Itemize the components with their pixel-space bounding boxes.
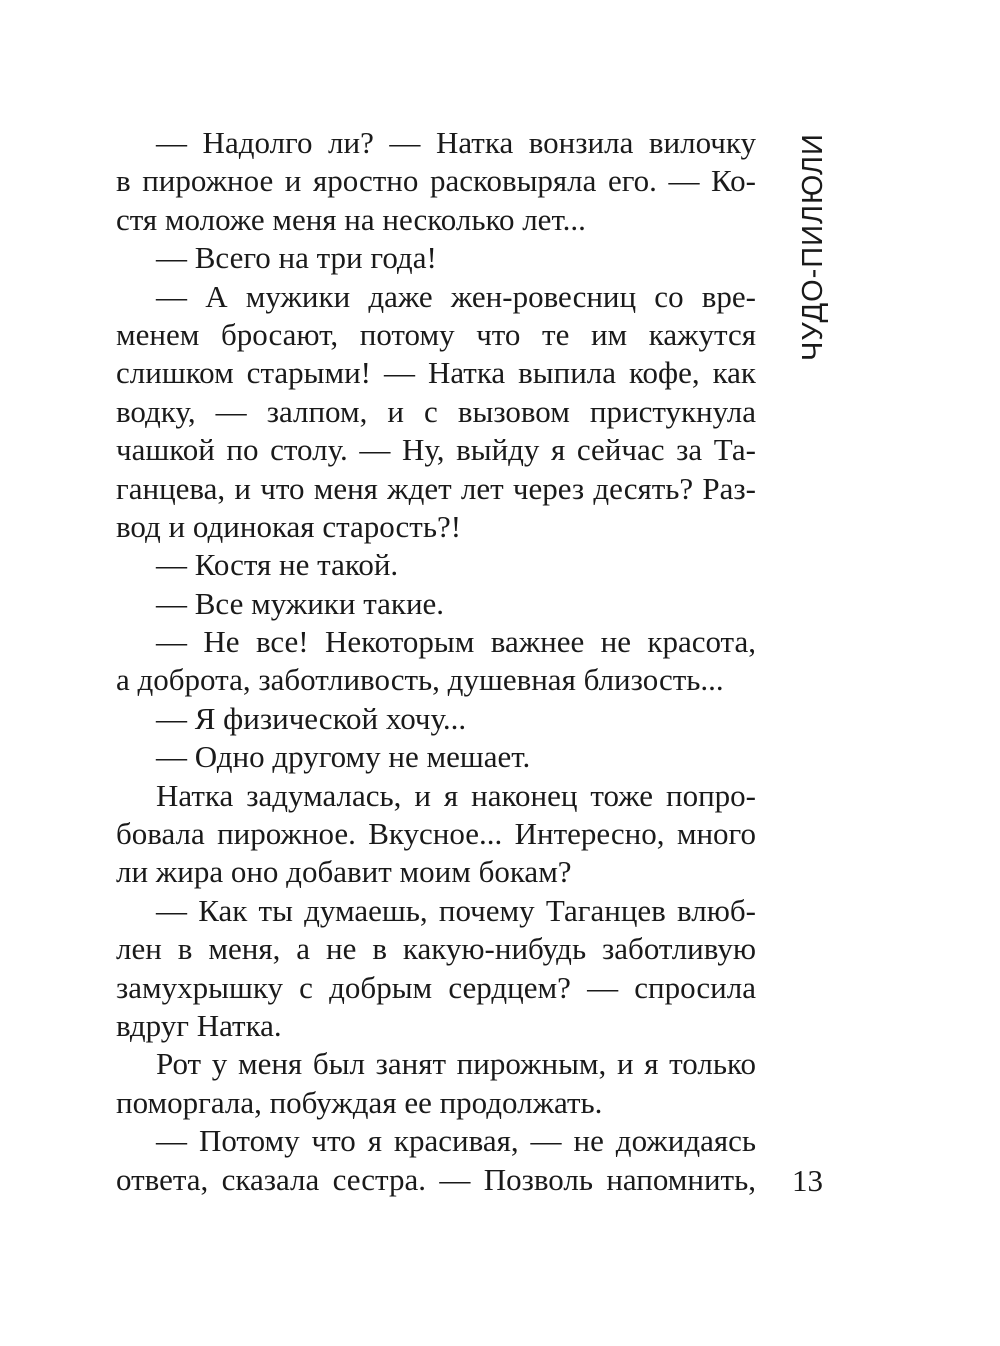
running-title: ЧУДО-ПИЛЮЛИ [797, 133, 829, 361]
text-line: — Как ты думаешь, почему Таганцев влюб- [156, 892, 756, 928]
text-line: — Костя не такой. [156, 547, 399, 583]
body-text [116, 124, 756, 1199]
text-line: слишком старыми! — Натка выпила кофе, как [116, 355, 756, 391]
text-line: Натка задумалась, и я наконец тоже попро- [156, 777, 756, 813]
text-line: лен в меня, а не в какую-нибудь заботливую [116, 931, 756, 967]
text-line: поморгала, побуждая ее продолжать. [116, 1084, 603, 1120]
text-line: Рот у меня был занят пирожным, и я только [156, 1046, 756, 1082]
text-line: ответа, сказала сестра. — Позволь напомнить, [116, 1161, 756, 1197]
text-line: — Одно другому не мешает. [156, 739, 531, 775]
text-line: — Все мужики такие. [156, 585, 445, 621]
text-line: — Не все! Некоторым важнее не красота, [156, 624, 756, 660]
text-line: — Всего на три года! [156, 240, 437, 276]
text-line: менем бросают, потому что те им кажутся [116, 316, 756, 352]
text-line: стя моложе меня на несколько лет... [116, 201, 586, 237]
text-line: бовала пирожное. Вкусное... Интересно, много [116, 816, 756, 852]
text-line: чашкой по столу. — Ну, выйду я сейчас за Та- [116, 432, 756, 468]
text-line: вдруг Натка. [116, 1007, 282, 1043]
text-line: вод и одинокая старость?! [116, 508, 462, 544]
text-line: ли жира оно добавит моим бокам? [116, 854, 572, 890]
text-line: замухрышку с добрым сердцем? — спросила [116, 969, 756, 1005]
text-line: — Я физической хочу... [156, 700, 467, 736]
page-number: 13 [792, 1163, 823, 1198]
text-line: в пирожное и яростно расковыряла его. — Ко- [116, 163, 756, 199]
text-line: ганцева, и что меня ждет лет через десять? Раз- [116, 470, 756, 506]
text-line: а доброта, заботливость, душевная близость... [116, 662, 724, 698]
text-line: водку, — залпом, и с вызовом пристукнула [116, 393, 756, 429]
text-line: — А мужики даже жен-ровесниц со вре- [156, 278, 756, 314]
text-line: — Надолго ли? — Натка вонзила вилочку [156, 125, 756, 160]
text-line: — Потому что я красивая, — не дожидаясь [156, 1123, 756, 1159]
